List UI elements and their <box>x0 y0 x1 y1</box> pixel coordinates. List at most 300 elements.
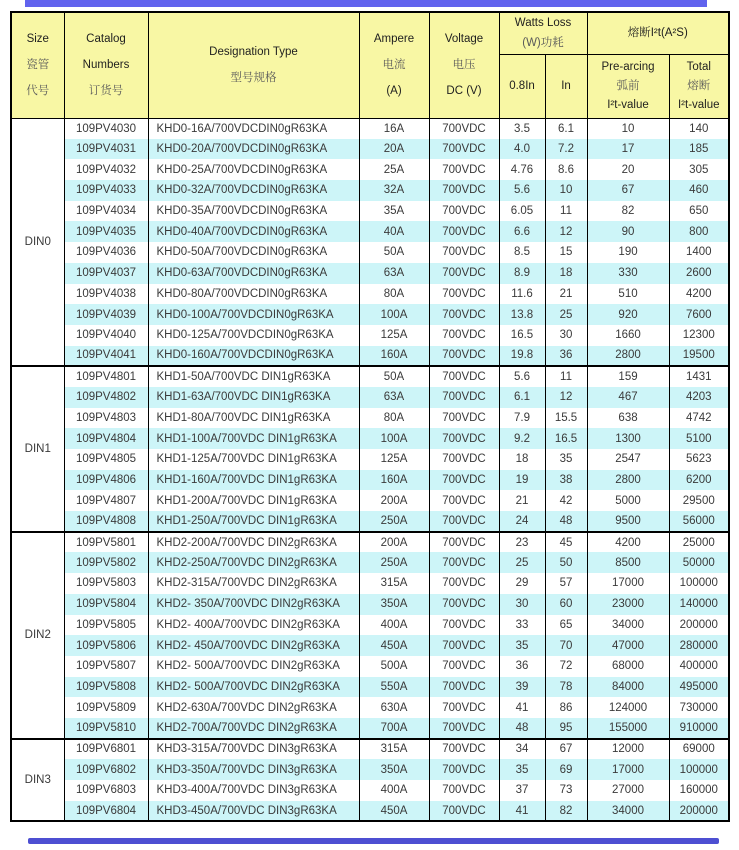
catalog-cell: 109PV5810 <box>64 718 148 739</box>
header-in-label: In <box>561 79 571 92</box>
voltage-cell: 700VDC <box>429 677 499 698</box>
watts-08in-cell: 35 <box>499 759 545 780</box>
header-watts-en: Watts Loss <box>514 17 572 30</box>
voltage-cell: 700VDC <box>429 428 499 449</box>
designation-cell: KHD0-16A/700VDCDIN0gR63KA <box>148 118 359 139</box>
table-row <box>11 594 729 615</box>
table-row <box>11 490 729 511</box>
catalog-cell: 109PV6802 <box>64 759 148 780</box>
catalog-cell: 109PV4802 <box>64 387 148 408</box>
watts-08in-cell: 5.6 <box>499 180 545 201</box>
catalog-cell: 109PV4805 <box>64 449 148 470</box>
catalog-cell: 109PV4041 <box>64 346 148 367</box>
header-08in-label: 0.8In <box>509 79 535 92</box>
voltage-cell: 700VDC <box>429 284 499 305</box>
header-ampere-zh: 电流 <box>382 59 406 72</box>
ampere-cell: 700A <box>359 718 429 739</box>
watts-in-cell: 8.6 <box>545 159 587 180</box>
fuse-spec-table <box>10 11 730 822</box>
designation-cell: KHD0-35A/700VDCDIN0gR63KA <box>148 201 359 222</box>
designation-cell: KHD2-200A/700VDC DIN2gR63KA <box>148 532 359 553</box>
voltage-cell: 700VDC <box>429 118 499 139</box>
voltage-cell: 700VDC <box>429 697 499 718</box>
watts-08in-cell: 21 <box>499 490 545 511</box>
header-size-en: Size <box>26 33 49 46</box>
voltage-cell: 700VDC <box>429 490 499 511</box>
header-in <box>545 54 587 118</box>
watts-08in-cell: 6.6 <box>499 221 545 242</box>
designation-cell: KHD3-450A/700VDC DIN3gR63KA <box>148 801 359 822</box>
voltage-cell: 700VDC <box>429 780 499 801</box>
voltage-cell: 700VDC <box>429 801 499 822</box>
watts-in-cell: 16.5 <box>545 428 587 449</box>
watts-08in-cell: 34 <box>499 739 545 760</box>
total-cell: 200000 <box>669 801 729 822</box>
header-catalog <box>64 12 148 118</box>
table-row <box>11 139 729 160</box>
total-cell: 4742 <box>669 408 729 429</box>
designation-cell: KHD0-160A/700VDCDIN0gR63KA <box>148 346 359 367</box>
voltage-cell: 700VDC <box>429 221 499 242</box>
watts-in-cell: 10 <box>545 180 587 201</box>
ampere-cell: 160A <box>359 346 429 367</box>
voltage-cell: 700VDC <box>429 139 499 160</box>
watts-in-cell: 57 <box>545 573 587 594</box>
catalog-cell: 109PV5808 <box>64 677 148 698</box>
prearcing-cell: 5000 <box>587 490 669 511</box>
catalog-cell: 109PV4803 <box>64 408 148 429</box>
watts-in-cell: 73 <box>545 780 587 801</box>
ampere-cell: 315A <box>359 739 429 760</box>
designation-cell: KHD1-50A/700VDC DIN1gR63KA <box>148 366 359 387</box>
catalog-cell: 109PV5801 <box>64 532 148 553</box>
prearcing-cell: 190 <box>587 242 669 263</box>
watts-08in-cell: 33 <box>499 615 545 636</box>
total-cell: 5623 <box>669 449 729 470</box>
designation-cell: KHD0-80A/700VDCDIN0gR63KA <box>148 284 359 305</box>
watts-08in-cell: 41 <box>499 801 545 822</box>
total-cell: 4200 <box>669 284 729 305</box>
watts-08in-cell: 9.2 <box>499 428 545 449</box>
catalog-cell: 109PV4039 <box>64 304 148 325</box>
voltage-cell: 700VDC <box>429 180 499 201</box>
ampere-cell: 450A <box>359 801 429 822</box>
watts-in-cell: 36 <box>545 346 587 367</box>
watts-08in-cell: 35 <box>499 635 545 656</box>
designation-cell: KHD2-250A/700VDC DIN2gR63KA <box>148 552 359 573</box>
prearcing-cell: 47000 <box>587 635 669 656</box>
total-cell: 50000 <box>669 552 729 573</box>
total-cell: 910000 <box>669 718 729 739</box>
watts-in-cell: 11 <box>545 201 587 222</box>
designation-cell: KHD0-100A/700VDCDIN0gR63KA <box>148 304 359 325</box>
top-accent-bar <box>25 0 707 7</box>
catalog-cell: 109PV5802 <box>64 552 148 573</box>
catalog-cell: 109PV5809 <box>64 697 148 718</box>
ampere-cell: 125A <box>359 325 429 346</box>
ampere-cell: 50A <box>359 366 429 387</box>
voltage-cell: 700VDC <box>429 532 499 553</box>
prearcing-cell: 34000 <box>587 615 669 636</box>
total-cell: 12300 <box>669 325 729 346</box>
watts-in-cell: 30 <box>545 325 587 346</box>
total-cell: 305 <box>669 159 729 180</box>
catalog-cell: 109PV4804 <box>64 428 148 449</box>
ampere-cell: 350A <box>359 594 429 615</box>
table-row <box>11 573 729 594</box>
header-ampere <box>359 12 429 118</box>
header-designation-en: Designation Type <box>209 46 298 59</box>
voltage-cell: 700VDC <box>429 594 499 615</box>
watts-08in-cell: 7.9 <box>499 408 545 429</box>
prearcing-cell: 510 <box>587 284 669 305</box>
header-total-zh: 熔断 <box>687 79 711 92</box>
prearcing-cell: 159 <box>587 366 669 387</box>
table-row <box>11 201 729 222</box>
header-08in <box>499 54 545 118</box>
voltage-cell: 700VDC <box>429 242 499 263</box>
watts-in-cell: 69 <box>545 759 587 780</box>
total-cell: 200000 <box>669 615 729 636</box>
watts-08in-cell: 23 <box>499 532 545 553</box>
total-cell: 69000 <box>669 739 729 760</box>
catalog-cell: 109PV5804 <box>64 594 148 615</box>
header-i2t <box>587 12 729 54</box>
prearcing-cell: 17000 <box>587 759 669 780</box>
ampere-cell: 100A <box>359 304 429 325</box>
designation-cell: KHD2- 400A/700VDC DIN2gR63KA <box>148 615 359 636</box>
watts-in-cell: 95 <box>545 718 587 739</box>
designation-cell: KHD0-25A/700VDCDIN0gR63KA <box>148 159 359 180</box>
designation-cell: KHD3-400A/700VDC DIN3gR63KA <box>148 780 359 801</box>
watts-08in-cell: 13.8 <box>499 304 545 325</box>
watts-in-cell: 21 <box>545 284 587 305</box>
size-group-cell: DIN1 <box>11 366 64 532</box>
watts-08in-cell: 25 <box>499 552 545 573</box>
total-cell: 2600 <box>669 263 729 284</box>
ampere-cell: 50A <box>359 242 429 263</box>
designation-cell: KHD2- 500A/700VDC DIN2gR63KA <box>148 656 359 677</box>
table-row <box>11 366 729 387</box>
prearcing-cell: 17000 <box>587 573 669 594</box>
watts-in-cell: 48 <box>545 511 587 532</box>
designation-cell: KHD2-315A/700VDC DIN2gR63KA <box>148 573 359 594</box>
total-cell: 19500 <box>669 346 729 367</box>
watts-in-cell: 72 <box>545 656 587 677</box>
prearcing-cell: 2800 <box>587 346 669 367</box>
table-row <box>11 325 729 346</box>
total-cell: 7600 <box>669 304 729 325</box>
prearcing-cell: 12000 <box>587 739 669 760</box>
watts-08in-cell: 4.76 <box>499 159 545 180</box>
catalog-cell: 109PV4032 <box>64 159 148 180</box>
voltage-cell: 700VDC <box>429 201 499 222</box>
catalog-cell: 109PV4808 <box>64 511 148 532</box>
table-row <box>11 242 729 263</box>
prearcing-cell: 467 <box>587 387 669 408</box>
total-cell: 5100 <box>669 428 729 449</box>
header-catalog-en2: Numbers <box>82 59 130 72</box>
designation-cell: KHD0-40A/700VDCDIN0gR63KA <box>148 221 359 242</box>
ampere-cell: 630A <box>359 697 429 718</box>
watts-in-cell: 38 <box>545 470 587 491</box>
table-row <box>11 284 729 305</box>
watts-in-cell: 60 <box>545 594 587 615</box>
voltage-cell: 700VDC <box>429 470 499 491</box>
ampere-cell: 160A <box>359 470 429 491</box>
ampere-cell: 550A <box>359 677 429 698</box>
watts-08in-cell: 36 <box>499 656 545 677</box>
header-total-unit: I²t-value <box>677 98 720 111</box>
watts-in-cell: 35 <box>545 449 587 470</box>
catalog-cell: 109PV4038 <box>64 284 148 305</box>
table-row <box>11 780 729 801</box>
ampere-cell: 400A <box>359 780 429 801</box>
table-row <box>11 677 729 698</box>
designation-cell: KHD1-200A/700VDC DIN1gR63KA <box>148 490 359 511</box>
watts-08in-cell: 29 <box>499 573 545 594</box>
catalog-cell: 109PV5807 <box>64 656 148 677</box>
size-group-cell: DIN2 <box>11 532 64 739</box>
ampere-cell: 63A <box>359 263 429 284</box>
total-cell: 4203 <box>669 387 729 408</box>
header-catalog-zh: 订货号 <box>88 85 124 98</box>
total-cell: 160000 <box>669 780 729 801</box>
total-cell: 730000 <box>669 697 729 718</box>
prearcing-cell: 330 <box>587 263 669 284</box>
ampere-cell: 250A <box>359 552 429 573</box>
catalog-cell: 109PV4801 <box>64 366 148 387</box>
table-row <box>11 635 729 656</box>
prearcing-cell: 20 <box>587 159 669 180</box>
table-row <box>11 449 729 470</box>
ampere-cell: 315A <box>359 573 429 594</box>
catalog-cell: 109PV4034 <box>64 201 148 222</box>
total-cell: 400000 <box>669 656 729 677</box>
designation-cell: KHD2- 500A/700VDC DIN2gR63KA <box>148 677 359 698</box>
watts-in-cell: 15 <box>545 242 587 263</box>
header-designation <box>148 12 359 118</box>
voltage-cell: 700VDC <box>429 718 499 739</box>
catalog-cell: 109PV4031 <box>64 139 148 160</box>
table-row <box>11 656 729 677</box>
prearcing-cell: 68000 <box>587 656 669 677</box>
ampere-cell: 25A <box>359 159 429 180</box>
total-cell: 29500 <box>669 490 729 511</box>
ampere-cell: 20A <box>359 139 429 160</box>
watts-08in-cell: 18 <box>499 449 545 470</box>
ampere-cell: 16A <box>359 118 429 139</box>
prearcing-cell: 1660 <box>587 325 669 346</box>
voltage-cell: 700VDC <box>429 387 499 408</box>
header-catalog-en1: Catalog <box>86 33 126 46</box>
watts-08in-cell: 41 <box>499 697 545 718</box>
voltage-cell: 700VDC <box>429 759 499 780</box>
table-row <box>11 346 729 367</box>
voltage-cell: 700VDC <box>429 552 499 573</box>
ampere-cell: 40A <box>359 221 429 242</box>
header-ampere-unit: (A) <box>386 85 402 98</box>
header-ampere-en: Ampere <box>373 33 415 46</box>
total-cell: 100000 <box>669 573 729 594</box>
designation-cell: KHD0-50A/700VDCDIN0gR63KA <box>148 242 359 263</box>
voltage-cell: 700VDC <box>429 615 499 636</box>
prearcing-cell: 10 <box>587 118 669 139</box>
designation-cell: KHD3-350A/700VDC DIN3gR63KA <box>148 759 359 780</box>
table-row <box>11 759 729 780</box>
header-size-zh2: 代号 <box>26 85 50 98</box>
watts-in-cell: 12 <box>545 387 587 408</box>
prearcing-cell: 9500 <box>587 511 669 532</box>
total-cell: 100000 <box>669 759 729 780</box>
watts-08in-cell: 39 <box>499 677 545 698</box>
catalog-cell: 109PV6804 <box>64 801 148 822</box>
watts-in-cell: 50 <box>545 552 587 573</box>
prearcing-cell: 4200 <box>587 532 669 553</box>
prearcing-cell: 8500 <box>587 552 669 573</box>
voltage-cell: 700VDC <box>429 511 499 532</box>
ampere-cell: 350A <box>359 759 429 780</box>
header-size <box>11 12 64 118</box>
designation-cell: KHD3-315A/700VDC DIN3gR63KA <box>148 739 359 760</box>
watts-in-cell: 78 <box>545 677 587 698</box>
watts-08in-cell: 11.6 <box>499 284 545 305</box>
table-row <box>11 511 729 532</box>
watts-in-cell: 82 <box>545 801 587 822</box>
designation-cell: KHD1-250A/700VDC DIN1gR63KA <box>148 511 359 532</box>
designation-cell: KHD2- 350A/700VDC DIN2gR63KA <box>148 594 359 615</box>
catalog-cell: 109PV4040 <box>64 325 148 346</box>
watts-08in-cell: 5.6 <box>499 366 545 387</box>
table-row <box>11 118 729 139</box>
prearcing-cell: 23000 <box>587 594 669 615</box>
catalog-cell: 109PV6803 <box>64 780 148 801</box>
total-cell: 1400 <box>669 242 729 263</box>
designation-cell: KHD0-32A/700VDCDIN0gR63KA <box>148 180 359 201</box>
watts-in-cell: 7.2 <box>545 139 587 160</box>
watts-08in-cell: 16.5 <box>499 325 545 346</box>
designation-cell: KHD2- 450A/700VDC DIN2gR63KA <box>148 635 359 656</box>
ampere-cell: 80A <box>359 284 429 305</box>
prearcing-cell: 155000 <box>587 718 669 739</box>
catalog-cell: 109PV4033 <box>64 180 148 201</box>
prearcing-cell: 638 <box>587 408 669 429</box>
prearcing-cell: 1300 <box>587 428 669 449</box>
prearcing-cell: 124000 <box>587 697 669 718</box>
prearcing-cell: 84000 <box>587 677 669 698</box>
ampere-cell: 35A <box>359 201 429 222</box>
total-cell: 460 <box>669 180 729 201</box>
total-cell: 280000 <box>669 635 729 656</box>
watts-in-cell: 18 <box>545 263 587 284</box>
header-i2t-title: 熔断I²t(A²S) <box>627 27 688 40</box>
watts-in-cell: 6.1 <box>545 118 587 139</box>
watts-in-cell: 45 <box>545 532 587 553</box>
watts-08in-cell: 4.0 <box>499 139 545 160</box>
designation-cell: KHD1-63A/700VDC DIN1gR63KA <box>148 387 359 408</box>
designation-cell: KHD0-63A/700VDCDIN0gR63KA <box>148 263 359 284</box>
voltage-cell: 700VDC <box>429 408 499 429</box>
voltage-cell: 700VDC <box>429 366 499 387</box>
table-row <box>11 408 729 429</box>
voltage-cell: 700VDC <box>429 635 499 656</box>
watts-08in-cell: 24 <box>499 511 545 532</box>
watts-in-cell: 15.5 <box>545 408 587 429</box>
prearcing-cell: 27000 <box>587 780 669 801</box>
catalog-cell: 109PV4807 <box>64 490 148 511</box>
watts-08in-cell: 6.1 <box>499 387 545 408</box>
watts-08in-cell: 19.8 <box>499 346 545 367</box>
table-row <box>11 739 729 760</box>
table-row <box>11 221 729 242</box>
size-group-cell: DIN3 <box>11 739 64 822</box>
total-cell: 140 <box>669 118 729 139</box>
watts-08in-cell: 6.05 <box>499 201 545 222</box>
total-cell: 800 <box>669 221 729 242</box>
table-row <box>11 552 729 573</box>
designation-cell: KHD1-125A/700VDC DIN1gR63KA <box>148 449 359 470</box>
table-row <box>11 718 729 739</box>
prearcing-cell: 82 <box>587 201 669 222</box>
table-row <box>11 428 729 449</box>
header-designation-zh: 型号规格 <box>230 72 277 85</box>
table-row <box>11 801 729 822</box>
watts-08in-cell: 48 <box>499 718 545 739</box>
designation-cell: KHD2-700A/700VDC DIN2gR63KA <box>148 718 359 739</box>
watts-in-cell: 67 <box>545 739 587 760</box>
catalog-cell: 109PV6801 <box>64 739 148 760</box>
watts-in-cell: 25 <box>545 304 587 325</box>
table-row <box>11 387 729 408</box>
ampere-cell: 100A <box>359 428 429 449</box>
watts-08in-cell: 8.9 <box>499 263 545 284</box>
total-cell: 495000 <box>669 677 729 698</box>
catalog-cell: 109PV4806 <box>64 470 148 491</box>
size-group-cell: DIN0 <box>11 118 64 366</box>
header-prearcing <box>587 54 669 118</box>
voltage-cell: 700VDC <box>429 573 499 594</box>
designation-cell: KHD0-125A/700VDCDIN0gR63KA <box>148 325 359 346</box>
designation-cell: KHD2-630A/700VDC DIN2gR63KA <box>148 697 359 718</box>
prearcing-cell: 34000 <box>587 801 669 822</box>
watts-in-cell: 12 <box>545 221 587 242</box>
watts-in-cell: 11 <box>545 366 587 387</box>
header-prearcing-unit: I²t-value <box>607 98 649 111</box>
prearcing-cell: 17 <box>587 139 669 160</box>
voltage-cell: 700VDC <box>429 739 499 760</box>
voltage-cell: 700VDC <box>429 304 499 325</box>
voltage-cell: 700VDC <box>429 449 499 470</box>
header-watts-loss <box>499 12 587 54</box>
prearcing-cell: 67 <box>587 180 669 201</box>
watts-in-cell: 70 <box>545 635 587 656</box>
header-prearcing-zh: 弧前 <box>616 79 640 92</box>
table-row <box>11 532 729 553</box>
table-row <box>11 159 729 180</box>
table-row <box>11 180 729 201</box>
catalog-cell: 109PV4035 <box>64 221 148 242</box>
designation-cell: KHD1-80A/700VDC DIN1gR63KA <box>148 408 359 429</box>
header-voltage-unit: DC (V) <box>446 85 482 98</box>
ampere-cell: 32A <box>359 180 429 201</box>
voltage-cell: 700VDC <box>429 656 499 677</box>
prearcing-cell: 2800 <box>587 470 669 491</box>
voltage-cell: 700VDC <box>429 159 499 180</box>
table-row <box>11 304 729 325</box>
watts-in-cell: 42 <box>545 490 587 511</box>
designation-cell: KHD1-160A/700VDC DIN1gR63KA <box>148 470 359 491</box>
total-cell: 1431 <box>669 366 729 387</box>
